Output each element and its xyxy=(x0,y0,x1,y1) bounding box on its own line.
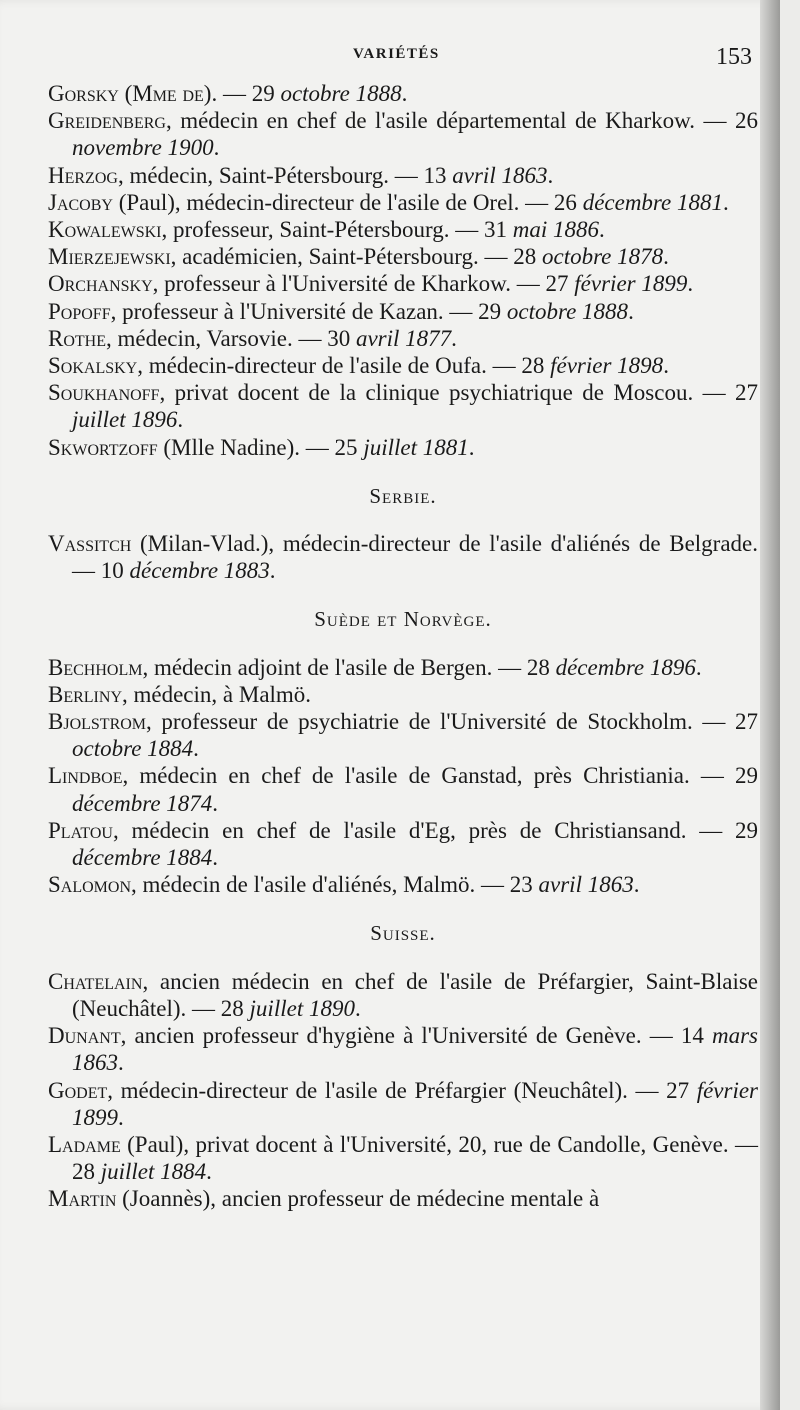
entry-end: . xyxy=(118,1104,124,1130)
entry-text: (Milan-Vlad.), médecin-directeur de l'asile d'aliénés de Belgrade. — 10 xyxy=(72,531,758,584)
entry-name: Lindboe xyxy=(48,763,123,789)
entry-end: . xyxy=(722,189,729,215)
entry-name: Rothe xyxy=(48,325,106,351)
entry-text: , ancien professeur d'hygiène à l'Université de Genève. — 14 xyxy=(120,1023,712,1049)
entry-text: , professeur, Saint-Pétersbourg. — 31 xyxy=(161,217,513,243)
entry-date: avril 1877 xyxy=(355,325,452,351)
entry-text: , médecin en chef de l'asile d'Eg, près de Christiansand. — 29 xyxy=(112,817,758,843)
obituary-entry xyxy=(48,654,758,681)
entry-end: . xyxy=(628,298,634,324)
entry-date: juillet 1896 xyxy=(72,407,178,433)
entry-date: avril 1863 xyxy=(452,162,548,188)
page-body xyxy=(48,80,758,1213)
entry-name: Chatelain xyxy=(48,968,143,994)
entry-name: Mierzejewski xyxy=(48,244,171,270)
obituary-entry xyxy=(48,352,758,379)
page-edge-shadow xyxy=(760,0,780,1410)
entry-date: avril 1863 xyxy=(538,872,634,898)
obituary-entry xyxy=(48,434,758,461)
obituary-entry xyxy=(48,1077,758,1131)
entry-name: Greidenberg xyxy=(48,108,166,134)
entry-date: décembre 1874 xyxy=(72,790,213,816)
obituary-entry xyxy=(48,1185,758,1212)
entry-name: Skwortzoff xyxy=(48,434,158,460)
obituary-entry xyxy=(48,1022,758,1076)
obituary-entry xyxy=(48,379,758,433)
obituary-entry xyxy=(48,708,758,762)
entry-date: octobre 1888 xyxy=(506,298,629,324)
entry-text: (Joannès), ancien professeur de médecine mentale à xyxy=(116,1186,600,1212)
obituary-entry xyxy=(48,243,758,270)
section-title: Serbie. xyxy=(369,483,437,508)
entry-name: Martin xyxy=(48,1186,117,1212)
entry-name: Bechholm xyxy=(48,654,143,680)
entry-name: Godet xyxy=(48,1077,108,1103)
entry-end: . xyxy=(468,434,475,460)
obituary-entry xyxy=(48,1131,758,1185)
entry-end: . xyxy=(401,81,408,106)
obituary-entry xyxy=(48,216,758,243)
entry-text: , professeur de psychiatrie de l'Université de Stockholm. — 27 xyxy=(146,709,758,735)
entry-name: Berliny xyxy=(48,681,122,707)
entry-name: Kowalewski xyxy=(48,217,162,243)
obituary-entry xyxy=(48,107,758,161)
entry-date: février 1899 xyxy=(72,1077,758,1130)
entry-name: Soukhanoff xyxy=(48,380,160,406)
entry-text: , médecin en chef de l'asile départemental de Kharkow. — 26 xyxy=(165,108,758,134)
entry-date: juillet 1890 xyxy=(249,995,355,1021)
entry-end: . xyxy=(177,407,184,433)
entry-text: , médecin de l'asile d'aliénés, Malmö. — 23 xyxy=(131,872,539,898)
entry-text: (Paul), privat docent à l'Université, 20, rue de Candolle, Genève. — 28 xyxy=(72,1131,758,1185)
entry-end: . xyxy=(206,1159,212,1185)
entry-name: Orchansky xyxy=(48,271,153,297)
entry-date: juillet 1884 xyxy=(100,1159,207,1185)
entry-end: . xyxy=(633,872,640,898)
entry-date: octobre 1878 xyxy=(541,244,664,270)
entry-end: . xyxy=(663,244,669,270)
section-title: Suisse. xyxy=(370,921,436,946)
entry-date: décembre 1883 xyxy=(129,558,270,584)
obituary-entry xyxy=(48,162,758,189)
obituary-entry xyxy=(48,80,758,107)
obituary-entry xyxy=(48,189,758,216)
entry-date: mai 1886 xyxy=(512,217,600,243)
entry-text: , professeur à l'Université de Kharkow. — 27 xyxy=(152,271,575,297)
entry-end: . xyxy=(599,217,605,243)
entry-date: décembre 1884 xyxy=(72,845,213,871)
entry-end: . xyxy=(687,271,694,297)
entry-date: octobre 1888 xyxy=(280,81,402,106)
obituary-entry xyxy=(48,968,758,1022)
entry-date: octobre 1884 xyxy=(72,736,194,762)
entry-name: Herzog xyxy=(48,162,118,188)
entry-end: . xyxy=(212,790,219,816)
entry-text: , médecin, à Malmö. xyxy=(122,681,312,707)
entry-text: , académicien, Saint-Pétersbourg. — 28 xyxy=(170,244,542,270)
entry-end: . xyxy=(547,162,554,188)
entry-end: . xyxy=(118,1050,124,1076)
entry-name: Sokalsky xyxy=(48,353,138,379)
entry-text: (Mlle Nadine). — 25 xyxy=(157,434,364,460)
entry-end: . xyxy=(695,654,702,680)
entry-text: , médecin en chef de l'asile de Ganstad, près Christiania. — 29 xyxy=(122,763,758,789)
entry-end: . xyxy=(193,736,199,762)
entry-end: . xyxy=(269,558,276,584)
obituary-entry xyxy=(48,530,758,584)
entry-date: mars 1863 xyxy=(72,1023,758,1076)
entry-name: Vassitch xyxy=(48,531,132,557)
entry-text: , médecin, Varsovie. — 30 xyxy=(106,325,356,351)
entry-end: . xyxy=(451,325,457,351)
entry-name: Platou xyxy=(48,817,113,843)
entry-text: , médecin-directeur de l'asile de Préfargier (Neuchâtel). — 27 xyxy=(107,1077,697,1103)
entry-end: . xyxy=(354,995,361,1021)
obituary-entry xyxy=(48,871,758,898)
running-title: VARIÉTÉS xyxy=(353,46,440,62)
entry-text: , médecin-directeur de l'asile de Oufa. — 28 xyxy=(137,353,551,379)
entry-name: Bjolstrom xyxy=(48,709,147,735)
entry-name: Popoff xyxy=(48,298,111,324)
entry-name: Salomon xyxy=(48,872,132,898)
entry-text: . — 29 xyxy=(211,81,281,106)
obituary-entry xyxy=(48,270,758,297)
entry-name: Dunant xyxy=(48,1023,121,1049)
entry-date: décembre 1881 xyxy=(582,189,723,215)
entry-name: Gorsky (Mme de) xyxy=(48,81,212,106)
entry-date: novembre 1900 xyxy=(72,135,214,161)
entry-text: , ancien médecin en chef de l'asile de Préfargier, Saint-Blaise (Neuchâtel). — 28 xyxy=(72,968,758,1021)
obituary-entry xyxy=(48,298,758,325)
entry-end: . xyxy=(213,135,220,161)
page-number: 153 xyxy=(716,44,752,70)
entry-text: , professeur à l'Université de Kazan. — 29 xyxy=(110,298,507,324)
section-title: Suède et Norvège. xyxy=(314,607,492,632)
entry-date: décembre 1896 xyxy=(555,654,696,680)
entry-name: Ladame xyxy=(48,1131,121,1157)
page-header xyxy=(0,40,780,80)
entry-text: , médecin adjoint de l'asile de Bergen. — 28 xyxy=(142,654,556,680)
entry-text: (Paul), médecin-directeur de l'asile de Orel. — 26 xyxy=(112,189,583,215)
entry-text: , privat docent de la clinique psychiatrique de Moscou. — 27 xyxy=(159,380,758,406)
obituary-entry xyxy=(48,325,758,352)
entry-date: juillet 1881 xyxy=(363,434,469,460)
obituary-entry xyxy=(48,681,758,708)
entry-text: , médecin, Saint-Pétersbourg. — 13 xyxy=(117,162,453,188)
obituary-entry xyxy=(48,762,758,816)
entry-name: Jacoby xyxy=(48,189,113,215)
entry-end: . xyxy=(663,353,669,379)
entry-end: . xyxy=(212,845,219,871)
entry-date: février 1899 xyxy=(574,271,688,297)
obituary-entry xyxy=(48,817,758,871)
entry-date: février 1898 xyxy=(550,353,664,379)
